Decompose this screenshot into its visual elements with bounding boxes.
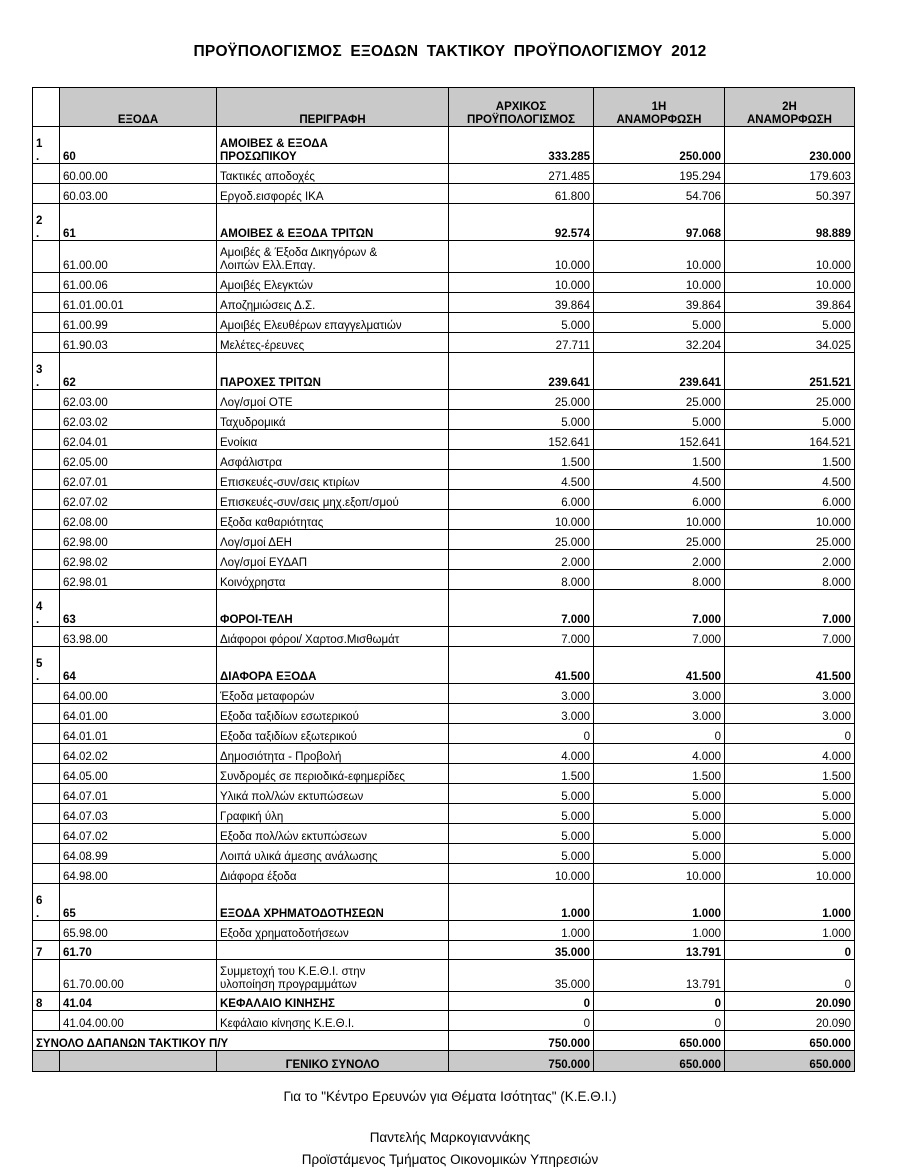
second-revision-value: 5.000 <box>725 804 855 824</box>
second-revision-value: 25.000 <box>725 390 855 410</box>
first-revision-value: 4.500 <box>594 470 725 490</box>
group-row <box>33 590 855 627</box>
initial-budget-value: 7.000 <box>449 627 594 647</box>
expense-description: Αμοιβές & Έξοδα Δικηγόρων & Λοιπών Ελλ.Επαγ. <box>217 241 449 273</box>
first-revision-value: 5.000 <box>594 824 725 844</box>
expense-code: 62.98.02 <box>60 550 217 570</box>
second-revision-value: 10.000 <box>725 864 855 884</box>
expense-description: ΔΙΑΦΟΡΑ ΕΞΟΔΑ <box>217 647 449 684</box>
second-revision-value: 164.521 <box>725 430 855 450</box>
initial-budget-value: 41.500 <box>449 647 594 684</box>
grand-total-code <box>60 1051 217 1072</box>
item-row <box>33 960 855 992</box>
expense-code: 61.00.00 <box>60 241 217 273</box>
expense-description: Διάφορα έξοδα <box>217 864 449 884</box>
expense-code: 64.08.99 <box>60 844 217 864</box>
expense-description: ΑΜΟΙΒΕΣ & ΕΞΟΔΑ ΠΡΟΣΩΠΙΚΟΥ <box>217 127 449 164</box>
second-revision-value: 50.397 <box>725 184 855 204</box>
item-row <box>33 744 855 764</box>
first-revision-value: 195.294 <box>594 164 725 184</box>
group-row <box>33 941 855 960</box>
item-row <box>33 1011 855 1031</box>
header-first-revision: 1Η ΑΝΑΜΟΡΦΩΣΗ <box>594 88 725 127</box>
expense-code: 62.03.02 <box>60 410 217 430</box>
group-row <box>33 127 855 164</box>
second-revision-value: 5.000 <box>725 824 855 844</box>
expense-code: 64.01.01 <box>60 724 217 744</box>
expense-code: 65 <box>60 884 217 921</box>
grand-total-second-revision: 650.000 <box>725 1051 855 1072</box>
total-first-revision: 650.000 <box>594 1031 725 1051</box>
second-revision-value: 3.000 <box>725 704 855 724</box>
row-index <box>33 510 60 530</box>
item-row <box>33 864 855 884</box>
second-revision-value: 25.000 <box>725 530 855 550</box>
first-revision-value: 0 <box>594 1011 725 1031</box>
expense-code: 61.70 <box>60 941 217 960</box>
second-revision-value: 2.000 <box>725 550 855 570</box>
expense-description: Τακτικές αποδοχές <box>217 164 449 184</box>
item-row <box>33 570 855 590</box>
first-revision-value: 4.000 <box>594 744 725 764</box>
second-revision-value: 10.000 <box>725 241 855 273</box>
row-index <box>33 293 60 313</box>
expense-description: Ενοίκια <box>217 430 449 450</box>
row-index <box>33 390 60 410</box>
first-revision-value: 239.641 <box>594 353 725 390</box>
expense-code: 41.04 <box>60 992 217 1011</box>
grand-total-first-revision: 650.000 <box>594 1051 725 1072</box>
first-revision-value: 3.000 <box>594 704 725 724</box>
expense-description: Εξοδα πολ/λών εκτυπώσεων <box>217 824 449 844</box>
expense-code: 61.01.00.01 <box>60 293 217 313</box>
second-revision-value: 4.500 <box>725 470 855 490</box>
row-index <box>33 764 60 784</box>
group-row <box>33 204 855 241</box>
first-revision-value: 5.000 <box>594 313 725 333</box>
expense-description: Μελέτες-έρευνες <box>217 333 449 353</box>
expense-code: 61.00.99 <box>60 313 217 333</box>
first-revision-value: 1.000 <box>594 921 725 941</box>
first-revision-value: 39.864 <box>594 293 725 313</box>
row-index <box>33 1011 60 1031</box>
row-index <box>33 627 60 647</box>
initial-budget-value: 5.000 <box>449 844 594 864</box>
expense-description: Επισκευές-συν/σεις κτιρίων <box>217 470 449 490</box>
first-revision-value: 250.000 <box>594 127 725 164</box>
expense-description: ΠΑΡΟΧΕΣ ΤΡΙΤΩΝ <box>217 353 449 390</box>
expense-code: 64.01.00 <box>60 704 217 724</box>
initial-budget-value: 0 <box>449 1011 594 1031</box>
initial-budget-value: 10.000 <box>449 510 594 530</box>
total-second-revision: 650.000 <box>725 1031 855 1051</box>
row-index: 1 . <box>33 127 60 164</box>
first-revision-value: 5.000 <box>594 410 725 430</box>
first-revision-value: 5.000 <box>594 804 725 824</box>
second-revision-value: 5.000 <box>725 410 855 430</box>
row-index <box>33 430 60 450</box>
row-index <box>33 804 60 824</box>
row-index <box>33 313 60 333</box>
expense-code: 65.98.00 <box>60 921 217 941</box>
second-revision-value: 39.864 <box>725 293 855 313</box>
second-revision-value: 179.603 <box>725 164 855 184</box>
first-revision-value: 7.000 <box>594 627 725 647</box>
row-index <box>33 184 60 204</box>
expense-description: Λοιπά υλικά άμεσης ανάλωσης <box>217 844 449 864</box>
initial-budget-value: 1.000 <box>449 884 594 921</box>
first-revision-value: 6.000 <box>594 490 725 510</box>
row-index: 5 . <box>33 647 60 684</box>
expense-code: 61 <box>60 204 217 241</box>
item-row <box>33 704 855 724</box>
second-revision-value: 7.000 <box>725 590 855 627</box>
item-row <box>33 313 855 333</box>
item-row <box>33 804 855 824</box>
item-row <box>33 824 855 844</box>
group-row <box>33 884 855 921</box>
item-row <box>33 450 855 470</box>
grand-total-label: ΓΕΝΙΚΟ ΣΥΝΟΛΟ <box>217 1051 449 1072</box>
item-row <box>33 784 855 804</box>
expense-description: Λογ/σμοί ΔΕΗ <box>217 530 449 550</box>
row-index <box>33 921 60 941</box>
expense-code: 64 <box>60 647 217 684</box>
initial-budget-value: 5.000 <box>449 410 594 430</box>
initial-budget-value: 3.000 <box>449 704 594 724</box>
second-revision-value: 3.000 <box>725 684 855 704</box>
initial-budget-value: 7.000 <box>449 590 594 627</box>
initial-budget-value: 10.000 <box>449 864 594 884</box>
header-description: ΠΕΡΙΓΡΑΦΗ <box>217 88 449 127</box>
first-revision-value: 3.000 <box>594 684 725 704</box>
expense-code: 61.90.03 <box>60 333 217 353</box>
first-revision-value: 1.500 <box>594 764 725 784</box>
first-revision-value: 2.000 <box>594 550 725 570</box>
expense-code: 62.08.00 <box>60 510 217 530</box>
first-revision-value: 25.000 <box>594 390 725 410</box>
item-row <box>33 684 855 704</box>
first-revision-value: 0 <box>594 724 725 744</box>
expense-description: ΕΞΟΔΑ ΧΡΗΜΑΤΟΔΟΤΗΣΕΩΝ <box>217 884 449 921</box>
row-index <box>33 570 60 590</box>
expense-description <box>217 941 449 960</box>
initial-budget-value: 10.000 <box>449 241 594 273</box>
expense-code: 62.98.00 <box>60 530 217 550</box>
initial-budget-value: 10.000 <box>449 273 594 293</box>
header-row <box>33 88 855 127</box>
second-revision-value: 20.090 <box>725 1011 855 1031</box>
header-initial-budget: ΑΡΧΙΚΟΣ ΠΡΟΫΠΟΛΟΓΙΣΜΟΣ <box>449 88 594 127</box>
item-row <box>33 921 855 941</box>
initial-budget-value: 4.500 <box>449 470 594 490</box>
second-revision-value: 1.500 <box>725 450 855 470</box>
expense-description: Λογ/σμοί ΟΤΕ <box>217 390 449 410</box>
expense-code: 60.00.00 <box>60 164 217 184</box>
second-revision-value: 4.000 <box>725 744 855 764</box>
expense-description: Γραφική ύλη <box>217 804 449 824</box>
expense-description: Λογ/σμοί ΕΥΔΑΠ <box>217 550 449 570</box>
first-revision-value: 13.791 <box>594 960 725 992</box>
item-row <box>33 410 855 430</box>
second-revision-value: 251.521 <box>725 353 855 390</box>
row-index <box>33 550 60 570</box>
item-row <box>33 724 855 744</box>
expense-description: Κοινόχρηστα <box>217 570 449 590</box>
expense-code: 62.03.00 <box>60 390 217 410</box>
expense-description: Εξοδα ταξιδίων εσωτερικού <box>217 704 449 724</box>
expense-description: Ασφάλιστρα <box>217 450 449 470</box>
expense-code: 64.05.00 <box>60 764 217 784</box>
initial-budget-value: 5.000 <box>449 313 594 333</box>
second-revision-value: 1.000 <box>725 921 855 941</box>
first-revision-value: 5.000 <box>594 784 725 804</box>
item-row <box>33 164 855 184</box>
second-revision-value: 5.000 <box>725 313 855 333</box>
expense-description: Έξοδα μεταφορών <box>217 684 449 704</box>
total-row <box>33 1031 855 1051</box>
group-row <box>33 647 855 684</box>
expense-description: Εξοδα χρηματοδοτήσεων <box>217 921 449 941</box>
second-revision-value: 5.000 <box>725 784 855 804</box>
expense-code: 64.02.02 <box>60 744 217 764</box>
initial-budget-value: 6.000 <box>449 490 594 510</box>
row-index: 7 <box>33 941 60 960</box>
expense-description: Κεφάλαιο κίνησης Κ.Ε.Θ.Ι. <box>217 1011 449 1031</box>
footer-organization: Για το "Κέντρο Ερευνών για Θέματα Ισότητας" (Κ.Ε.Θ.Ι.) <box>283 1089 617 1104</box>
first-revision-value: 5.000 <box>594 844 725 864</box>
first-revision-value: 10.000 <box>594 864 725 884</box>
expense-description: Δημοσιότητα - Προβολή <box>217 744 449 764</box>
group-row <box>33 353 855 390</box>
second-revision-value: 230.000 <box>725 127 855 164</box>
item-row <box>33 184 855 204</box>
expense-description: Εργοδ.εισφορές ΙΚΑ <box>217 184 449 204</box>
second-revision-value: 8.000 <box>725 570 855 590</box>
initial-budget-value: 0 <box>449 992 594 1011</box>
expense-code: 63.98.00 <box>60 627 217 647</box>
item-row <box>33 844 855 864</box>
table-body <box>33 88 855 1072</box>
row-index <box>33 684 60 704</box>
row-index <box>33 333 60 353</box>
initial-budget-value: 3.000 <box>449 684 594 704</box>
expense-code: 61.00.06 <box>60 273 217 293</box>
initial-budget-value: 25.000 <box>449 530 594 550</box>
item-row <box>33 530 855 550</box>
row-index <box>33 864 60 884</box>
first-revision-value: 10.000 <box>594 510 725 530</box>
row-index <box>33 450 60 470</box>
expense-description: Διάφοροι φόροι/ Χαρτοσ.Μισθωμάτ <box>217 627 449 647</box>
second-revision-value: 10.000 <box>725 273 855 293</box>
item-row <box>33 430 855 450</box>
row-index <box>33 530 60 550</box>
row-index <box>33 744 60 764</box>
header-index-cell <box>33 88 60 127</box>
expense-code: 64.07.01 <box>60 784 217 804</box>
item-row <box>33 510 855 530</box>
initial-budget-value: 8.000 <box>449 570 594 590</box>
expense-code: 41.04.00.00 <box>60 1011 217 1031</box>
expense-description: Αποζημιώσεις Δ.Σ. <box>217 293 449 313</box>
expense-description: Συνδρομές σε περιοδικά-εφημερίδες <box>217 764 449 784</box>
expense-description: Εξοδα ταξιδίων εξωτερικού <box>217 724 449 744</box>
row-index <box>33 273 60 293</box>
expense-code: 63 <box>60 590 217 627</box>
second-revision-value: 1.000 <box>725 884 855 921</box>
initial-budget-value: 27.711 <box>449 333 594 353</box>
expense-description: ΑΜΟΙΒΕΣ & ΕΞΟΔΑ ΤΡΙΤΩΝ <box>217 204 449 241</box>
expense-code: 62 <box>60 353 217 390</box>
item-row <box>33 293 855 313</box>
first-revision-value: 13.791 <box>594 941 725 960</box>
row-index <box>33 704 60 724</box>
expense-description: ΦΟΡΟΙ-ΤΕΛΗ <box>217 590 449 627</box>
first-revision-value: 10.000 <box>594 241 725 273</box>
row-index <box>33 490 60 510</box>
initial-budget-value: 1.500 <box>449 764 594 784</box>
expense-description: ΚΕΦΑΛΑΙΟ ΚΙΝΗΣΗΣ <box>217 992 449 1011</box>
row-index <box>33 784 60 804</box>
second-revision-value: 5.000 <box>725 844 855 864</box>
initial-budget-value: 61.800 <box>449 184 594 204</box>
first-revision-value: 10.000 <box>594 273 725 293</box>
first-revision-value: 152.641 <box>594 430 725 450</box>
row-index <box>33 960 60 992</box>
second-revision-value: 0 <box>725 941 855 960</box>
total-label: ΣΥΝΟΛΟ ΔΑΠΑΝΩΝ ΤΑΚΤΙΚΟΥ Π/Υ <box>33 1031 449 1051</box>
row-index <box>33 164 60 184</box>
item-row <box>33 550 855 570</box>
item-row <box>33 764 855 784</box>
total-initial-budget: 750.000 <box>449 1031 594 1051</box>
initial-budget-value: 5.000 <box>449 784 594 804</box>
grand-total-initial-budget: 750.000 <box>449 1051 594 1072</box>
item-row <box>33 241 855 273</box>
row-index <box>33 824 60 844</box>
initial-budget-value: 4.000 <box>449 744 594 764</box>
row-index: 8 <box>33 992 60 1011</box>
second-revision-value: 1.500 <box>725 764 855 784</box>
initial-budget-value: 39.864 <box>449 293 594 313</box>
initial-budget-value: 0 <box>449 724 594 744</box>
first-revision-value: 25.000 <box>594 530 725 550</box>
first-revision-value: 41.500 <box>594 647 725 684</box>
expense-description: Ταχυδρομικά <box>217 410 449 430</box>
second-revision-value: 34.025 <box>725 333 855 353</box>
initial-budget-value: 152.641 <box>449 430 594 450</box>
grand-total-index <box>33 1051 60 1072</box>
initial-budget-value: 1.500 <box>449 450 594 470</box>
expense-code: 62.07.01 <box>60 470 217 490</box>
expense-description: Επισκευές-συν/σεις μηχ.εξοπ/σμού <box>217 490 449 510</box>
expense-description: Εξοδα καθαριότητας <box>217 510 449 530</box>
first-revision-value: 97.068 <box>594 204 725 241</box>
footer-signatory-title: Προϊστάμενος Τμήματος Οικονομικών Υπηρεσιών <box>301 1152 599 1167</box>
second-revision-value: 20.090 <box>725 992 855 1011</box>
initial-budget-value: 239.641 <box>449 353 594 390</box>
expense-description: Υλικά πολ/λών εκτυπώσεων <box>217 784 449 804</box>
header-code: ΕΞΟΔΑ <box>60 88 217 127</box>
first-revision-value: 32.204 <box>594 333 725 353</box>
footer-signatory-name: Παντελής Μαρκογιαννάκης <box>369 1130 531 1145</box>
first-revision-value: 54.706 <box>594 184 725 204</box>
row-index <box>33 724 60 744</box>
expense-code: 64.07.02 <box>60 824 217 844</box>
first-revision-value: 8.000 <box>594 570 725 590</box>
initial-budget-value: 35.000 <box>449 941 594 960</box>
item-row <box>33 273 855 293</box>
row-index: 6 . <box>33 884 60 921</box>
header-second-revision: 2Η ΑΝΑΜΟΡΦΩΣΗ <box>725 88 855 127</box>
initial-budget-value: 2.000 <box>449 550 594 570</box>
second-revision-value: 41.500 <box>725 647 855 684</box>
second-revision-value: 0 <box>725 960 855 992</box>
initial-budget-value: 333.285 <box>449 127 594 164</box>
item-row <box>33 333 855 353</box>
expense-code: 62.07.02 <box>60 490 217 510</box>
row-index <box>33 844 60 864</box>
item-row <box>33 470 855 490</box>
expense-code: 62.05.00 <box>60 450 217 470</box>
initial-budget-value: 35.000 <box>449 960 594 992</box>
second-revision-value: 0 <box>725 724 855 744</box>
expense-code: 64.00.00 <box>60 684 217 704</box>
initial-budget-value: 25.000 <box>449 390 594 410</box>
expense-code: 62.04.01 <box>60 430 217 450</box>
expense-code: 61.70.00.00 <box>60 960 217 992</box>
initial-budget-value: 92.574 <box>449 204 594 241</box>
first-revision-value: 1.500 <box>594 450 725 470</box>
item-row <box>33 490 855 510</box>
expense-description: Συμμετοχή του Κ.Ε.Θ.Ι. στην υλοποίηση προγραμμάτων <box>217 960 449 992</box>
second-revision-value: 6.000 <box>725 490 855 510</box>
group-row <box>33 992 855 1011</box>
first-revision-value: 1.000 <box>594 884 725 921</box>
budget-table <box>32 87 855 1072</box>
document-title: ΠΡΟΫΠΟΛΟΓΙΣΜΟΣ ΕΞΟΔΩΝ ΤΑΚΤΙΚΟΥ ΠΡΟΫΠΟΛΟΓΙΣΜΟΥ 2012 <box>193 43 707 60</box>
expense-description: Αμοιβές Ελευθέρων επαγγελματιών <box>217 313 449 333</box>
initial-budget-value: 271.485 <box>449 164 594 184</box>
initial-budget-value: 1.000 <box>449 921 594 941</box>
expense-code: 64.07.03 <box>60 804 217 824</box>
expense-code: 64.98.00 <box>60 864 217 884</box>
initial-budget-value: 5.000 <box>449 824 594 844</box>
expense-code: 60 <box>60 127 217 164</box>
row-index: 4 . <box>33 590 60 627</box>
expense-code: 60.03.00 <box>60 184 217 204</box>
second-revision-value: 98.889 <box>725 204 855 241</box>
row-index: 2 . <box>33 204 60 241</box>
item-row <box>33 627 855 647</box>
second-revision-value: 7.000 <box>725 627 855 647</box>
initial-budget-value: 5.000 <box>449 804 594 824</box>
expense-code: 62.98.01 <box>60 570 217 590</box>
row-index <box>33 470 60 490</box>
row-index: 3 . <box>33 353 60 390</box>
row-index <box>33 241 60 273</box>
first-revision-value: 0 <box>594 992 725 1011</box>
grand-total-row <box>33 1051 855 1072</box>
expense-description: Αμοιβές Ελεγκτών <box>217 273 449 293</box>
row-index <box>33 410 60 430</box>
first-revision-value: 7.000 <box>594 590 725 627</box>
second-revision-value: 10.000 <box>725 510 855 530</box>
item-row <box>33 390 855 410</box>
